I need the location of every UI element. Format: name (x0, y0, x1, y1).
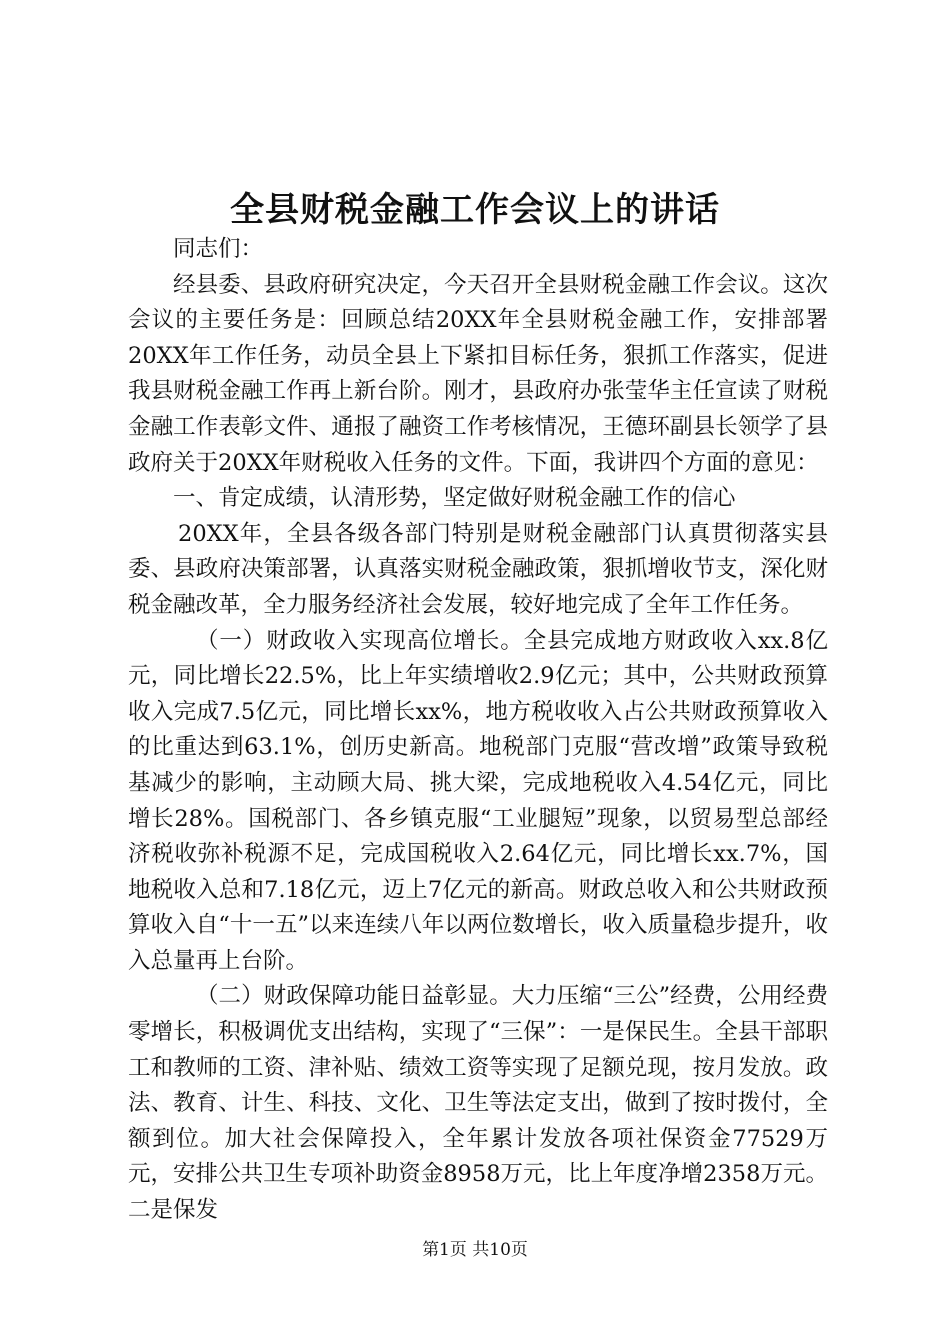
paragraph-summary: 20XX年，全县各级各部门特别是财税金融部门认真贯彻落实县委、县政府决策部署，认真落实财税金融政策，狠抓增收节支，深化财税金融改革，全力服务经济社会发展，较好地完成了全年工作任务。 (128, 520, 828, 618)
salutation: 同志们： (173, 236, 264, 262)
paragraph-guarantee: （二）财政保障功能日益彰显。大力压缩“三公”经费，公用经费零增长，积极调优支出结构，实现了“三保”：一是保民生。全县干部职工和教师的工资、津补贴、绩效工资等实现了足额兑现，按月发放。政法、教育、计生、科技、文化、卫生等法定支出，做到了按时拨付，全额到位。加大社会保障投入，全年累计发放各项社保资金77529万元，安排公共卫生专项补助资金8958万元，比上年度净增2358万元。二是保发 (128, 983, 828, 1224)
document-title: 全县财税金融工作会议上的讲话 (230, 190, 720, 230)
paragraph-intro: 经县委、县政府研究决定，今天召开全县财税金融工作会议。这次会议的主要任务是：回顾总结20XX年全县财税金融工作，安排部署20XX年工作任务，动员全县上下紧扣目标任务，狠抓工作落实，促进我县财税金融工作再上新台阶。刚才，县政府办张莹华主任宣读了财税金融工作表彰文件、通报了融资工作考核情况，王德环副县长领学了县政府关于20XX年财税收入任务的文件。下面，我讲四个方面的意见： (128, 271, 828, 476)
page-number: 第1页 共10页 (422, 1240, 528, 1260)
section-heading-1: 一、肯定成绩，认清形势，坚定做好财税金融工作的信心 (173, 485, 736, 512)
document-body (128, 232, 828, 1229)
paragraph-revenue: （一）财政收入实现高位增长。全县完成地方财政收入xx.8亿元，同比增长22.5%，比上年实绩增收2.9亿元；其中，公共财政预算收入完成7.5亿元，同比增长xx%，地方税收收入占公共财政预算收入的比重达到63.1%，创历史新高。地税部门克服“营改增”政策导致税基减少的影响，主动顾大局、挑大梁，完成地税收入4.54亿元，同比增长28%。国税部门、各乡镇克服“工业腿短”现象，以贸易型总部经济税收弥补税源不足，完成国税收入2.64亿元，同比增长xx.7%，国地税收入总和7.18亿元，迈上7亿元的新高。财政总收入和公共财政预算收入自“十一五”以来连续八年以两位数增长，收入质量稳步提升，收入总量再上台阶。 (128, 627, 828, 974)
